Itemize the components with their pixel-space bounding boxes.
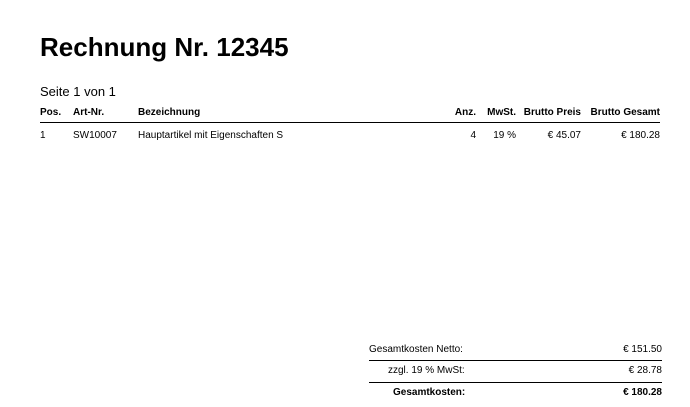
cell-mwst: 19 % bbox=[493, 130, 516, 141]
table-row bbox=[40, 128, 660, 144]
table-header-row bbox=[40, 105, 660, 123]
totals-row-gesamt bbox=[369, 383, 662, 403]
header-anz: Anz. bbox=[454, 107, 476, 118]
cell-anz: 4 bbox=[470, 130, 476, 141]
totals-row-vat bbox=[369, 361, 662, 383]
netto-label: Gesamtkosten Netto: bbox=[369, 344, 463, 355]
vat-value: € 28.78 bbox=[628, 365, 662, 376]
gesamt-label: Gesamtkosten: bbox=[393, 387, 466, 398]
header-brutto-preis: Brutto Preis bbox=[523, 107, 581, 118]
totals-row-netto bbox=[369, 340, 662, 361]
line-items-table bbox=[40, 105, 660, 144]
cell-art-nr: SW10007 bbox=[73, 130, 117, 141]
cell-pos: 1 bbox=[40, 130, 46, 141]
cell-brutto-gesamt: € 180.28 bbox=[621, 130, 660, 141]
totals-block bbox=[369, 340, 662, 403]
gesamt-value: € 180.28 bbox=[623, 387, 662, 398]
cell-brutto-preis: € 45.07 bbox=[547, 130, 581, 141]
header-pos: Pos. bbox=[40, 107, 62, 118]
page-info: Seite 1 von 1 bbox=[40, 84, 116, 99]
header-brutto-gesamt: Brutto Gesamt bbox=[590, 107, 660, 118]
header-art-nr: Art-Nr. bbox=[73, 107, 105, 118]
cell-bezeichnung: Hauptartikel mit Eigenschaften S bbox=[138, 130, 284, 141]
header-mwst: MwSt. bbox=[487, 107, 516, 118]
vat-label: zzgl. 19 % MwSt: bbox=[388, 365, 465, 376]
invoice-title: Rechnung Nr. 12345 bbox=[40, 32, 289, 62]
header-bezeichnung: Bezeichnung bbox=[138, 107, 201, 118]
netto-value: € 151.50 bbox=[623, 344, 662, 355]
